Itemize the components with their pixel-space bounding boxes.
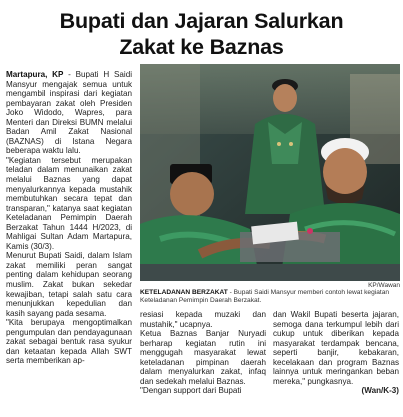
left-paragraph-3: Menurut Bupati Saidi, dalam Islam zakat memiliki peran sangat penting dalam kehidupan seorang muslim. Zakat bukan sekedar kewajiban, tetapi salah satu cara menunjukkan kepedulian dan kasih sayang pada sesama.: [6, 251, 132, 318]
left-paragraph-2: "Kegiatan tersebut merupakan teladan dalam menunaikan zakat melalui Baznas yang dapat menyalurkannya kepada mustahik membutuhkan secara tepat dan transparan," katanya saat kegiatan Keteladanan Pemimpin Daerah Berzakat Tahun 1444 H/2023, di Mahligai Sultan Adam Martapura, Kamis (30/3).: [6, 155, 132, 251]
caption-title: KETELADANAN BERZAKAT: [140, 289, 228, 296]
left-column: [6, 70, 132, 366]
photo-caption: [140, 289, 402, 305]
middle-paragraph-3: "Dengan support dari Bupati: [140, 386, 242, 396]
middle-paragraph-2: Ketua Baznas Banjar Nuryadi berharap kegiatan rutin ini menggugah masyarakat lewat keteladanan pimpinan daerah dalam menyalurkan zakat, infaq dan sedekah melalui Baznas.: [140, 329, 266, 386]
left-paragraph-1: [6, 70, 132, 156]
middle-column: [140, 310, 266, 396]
headline-line-2: Zakat ke Baznas: [119, 35, 284, 59]
caption-text: - Bupati Saidi Mansyur memberi contoh lewat kegiatan Keteladanan Pemimpin Daerah Berzakat.: [140, 289, 390, 305]
right-paragraph-1: dan Wakil Bupati beserta jajaran, semoga dana terkumpul lebih dari cukup untuk diberikan kepada masyarakat terdampak bencana, seperti banjir, kebakaran, kecelakaan dan program Baznas lainnya untuk meringankan beban mereka," pungkasnya.: [273, 310, 399, 386]
left-paragraph-1-text: - Bupati H Saidi Mansyur mengajak semua untuk mengambil inspirasi dari kegiatan pembayaran zakat oleh Presiden Joko Widodo, Wapres, para Menteri dan Direksi BUMN melalui Badan Amil Zakat Nasional (BAZNAS) di Istana Negara beberapa waktu lalu.: [6, 70, 133, 156]
right-column: [273, 310, 399, 396]
signature-line: [273, 386, 399, 396]
headline-line-1: Bupati dan Jajaran Salurkan: [59, 9, 344, 33]
middle-paragraph-1: resiasi kepada muzaki dan mustahik," ucapnya.: [140, 310, 266, 329]
left-paragraph-4: "Kita berupaya mengoptimalkan pengumpulan dan pendayagunaan zakat sebagai bentuk rasa syukur dan ketaatan kepada Allah SWT serta memberikan ap-: [6, 318, 132, 366]
photo-credit: KP/Wawan: [368, 282, 400, 289]
headline: [0, 8, 403, 60]
news-photo: [140, 64, 400, 281]
signature: (Wan/K-3): [361, 386, 399, 396]
dateline: Martapura, KP: [6, 70, 64, 79]
